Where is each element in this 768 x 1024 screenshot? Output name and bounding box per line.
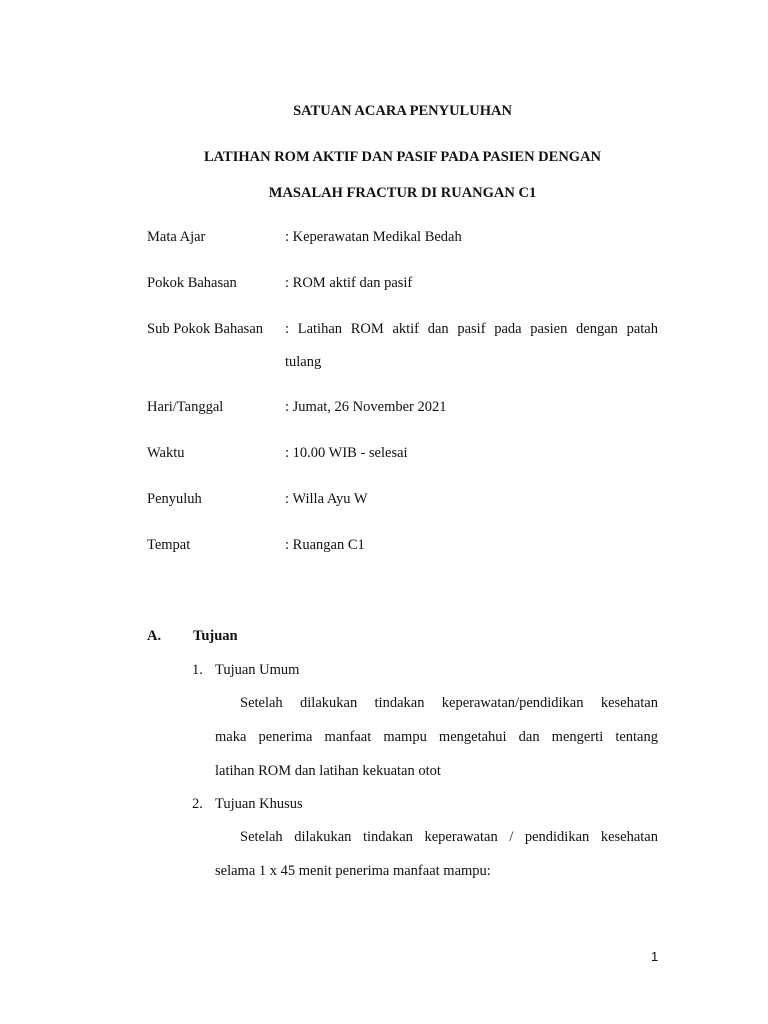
paragraph-line: latihan ROM dan latihan kekuatan otot xyxy=(215,763,441,779)
paragraph-line: Setelah dilakukan tindakan keperawatan/pendidikan kesehatan xyxy=(240,695,658,711)
field-label-mata-ajar: Mata Ajar xyxy=(147,229,206,245)
field-value-sub-pokok-bahasan-line-1: : Latihan ROM aktif dan pasif pada pasien dengan patah xyxy=(285,321,658,337)
list-item-number: 1. xyxy=(192,662,203,678)
page-number: 1 xyxy=(651,949,659,964)
list-item-title: Tujuan Khusus xyxy=(215,796,303,812)
field-value-pokok-bahasan: : ROM aktif dan pasif xyxy=(285,275,413,291)
section-title: Tujuan xyxy=(193,628,238,644)
paragraph-line: selama 1 x 45 menit penerima manfaat mampu: xyxy=(215,863,491,879)
document-title-line-2: MASALAH FRACTUR DI RUANGAN C1 xyxy=(268,185,537,201)
list-item-title: Tujuan Umum xyxy=(215,662,300,678)
list-item-number: 2. xyxy=(192,796,203,812)
field-label-waktu: Waktu xyxy=(147,445,185,461)
document-heading: SATUAN ACARA PENYULUHAN xyxy=(293,103,512,119)
field-value-tempat: : Ruangan C1 xyxy=(285,537,365,553)
paragraph-line: Setelah dilakukan tindakan keperawatan / pendidikan kesehatan xyxy=(240,829,658,845)
field-label-sub-pokok-bahasan: Sub Pokok Bahasan xyxy=(147,321,263,337)
field-value-penyuluh: : Willa Ayu W xyxy=(285,491,368,507)
paragraph-line: maka penerima manfaat mampu mengetahui dan mengerti tentang xyxy=(215,729,658,745)
field-value-mata-ajar: : Keperawatan Medikal Bedah xyxy=(285,229,462,245)
field-value-sub-pokok-bahasan-line-2: tulang xyxy=(285,354,322,370)
document-title-line-1: LATIHAN ROM AKTIF DAN PASIF PADA PASIEN DENGAN xyxy=(203,149,602,165)
field-label-penyuluh: Penyuluh xyxy=(147,491,202,507)
field-label-tempat: Tempat xyxy=(147,537,191,553)
field-label-hari-tanggal: Hari/Tanggal xyxy=(147,399,224,415)
field-value-waktu: : 10.00 WIB - selesai xyxy=(285,445,408,461)
section-marker: A. xyxy=(147,628,162,644)
field-label-pokok-bahasan: Pokok Bahasan xyxy=(147,275,237,291)
field-value-hari-tanggal: : Jumat, 26 November 2021 xyxy=(285,399,447,415)
